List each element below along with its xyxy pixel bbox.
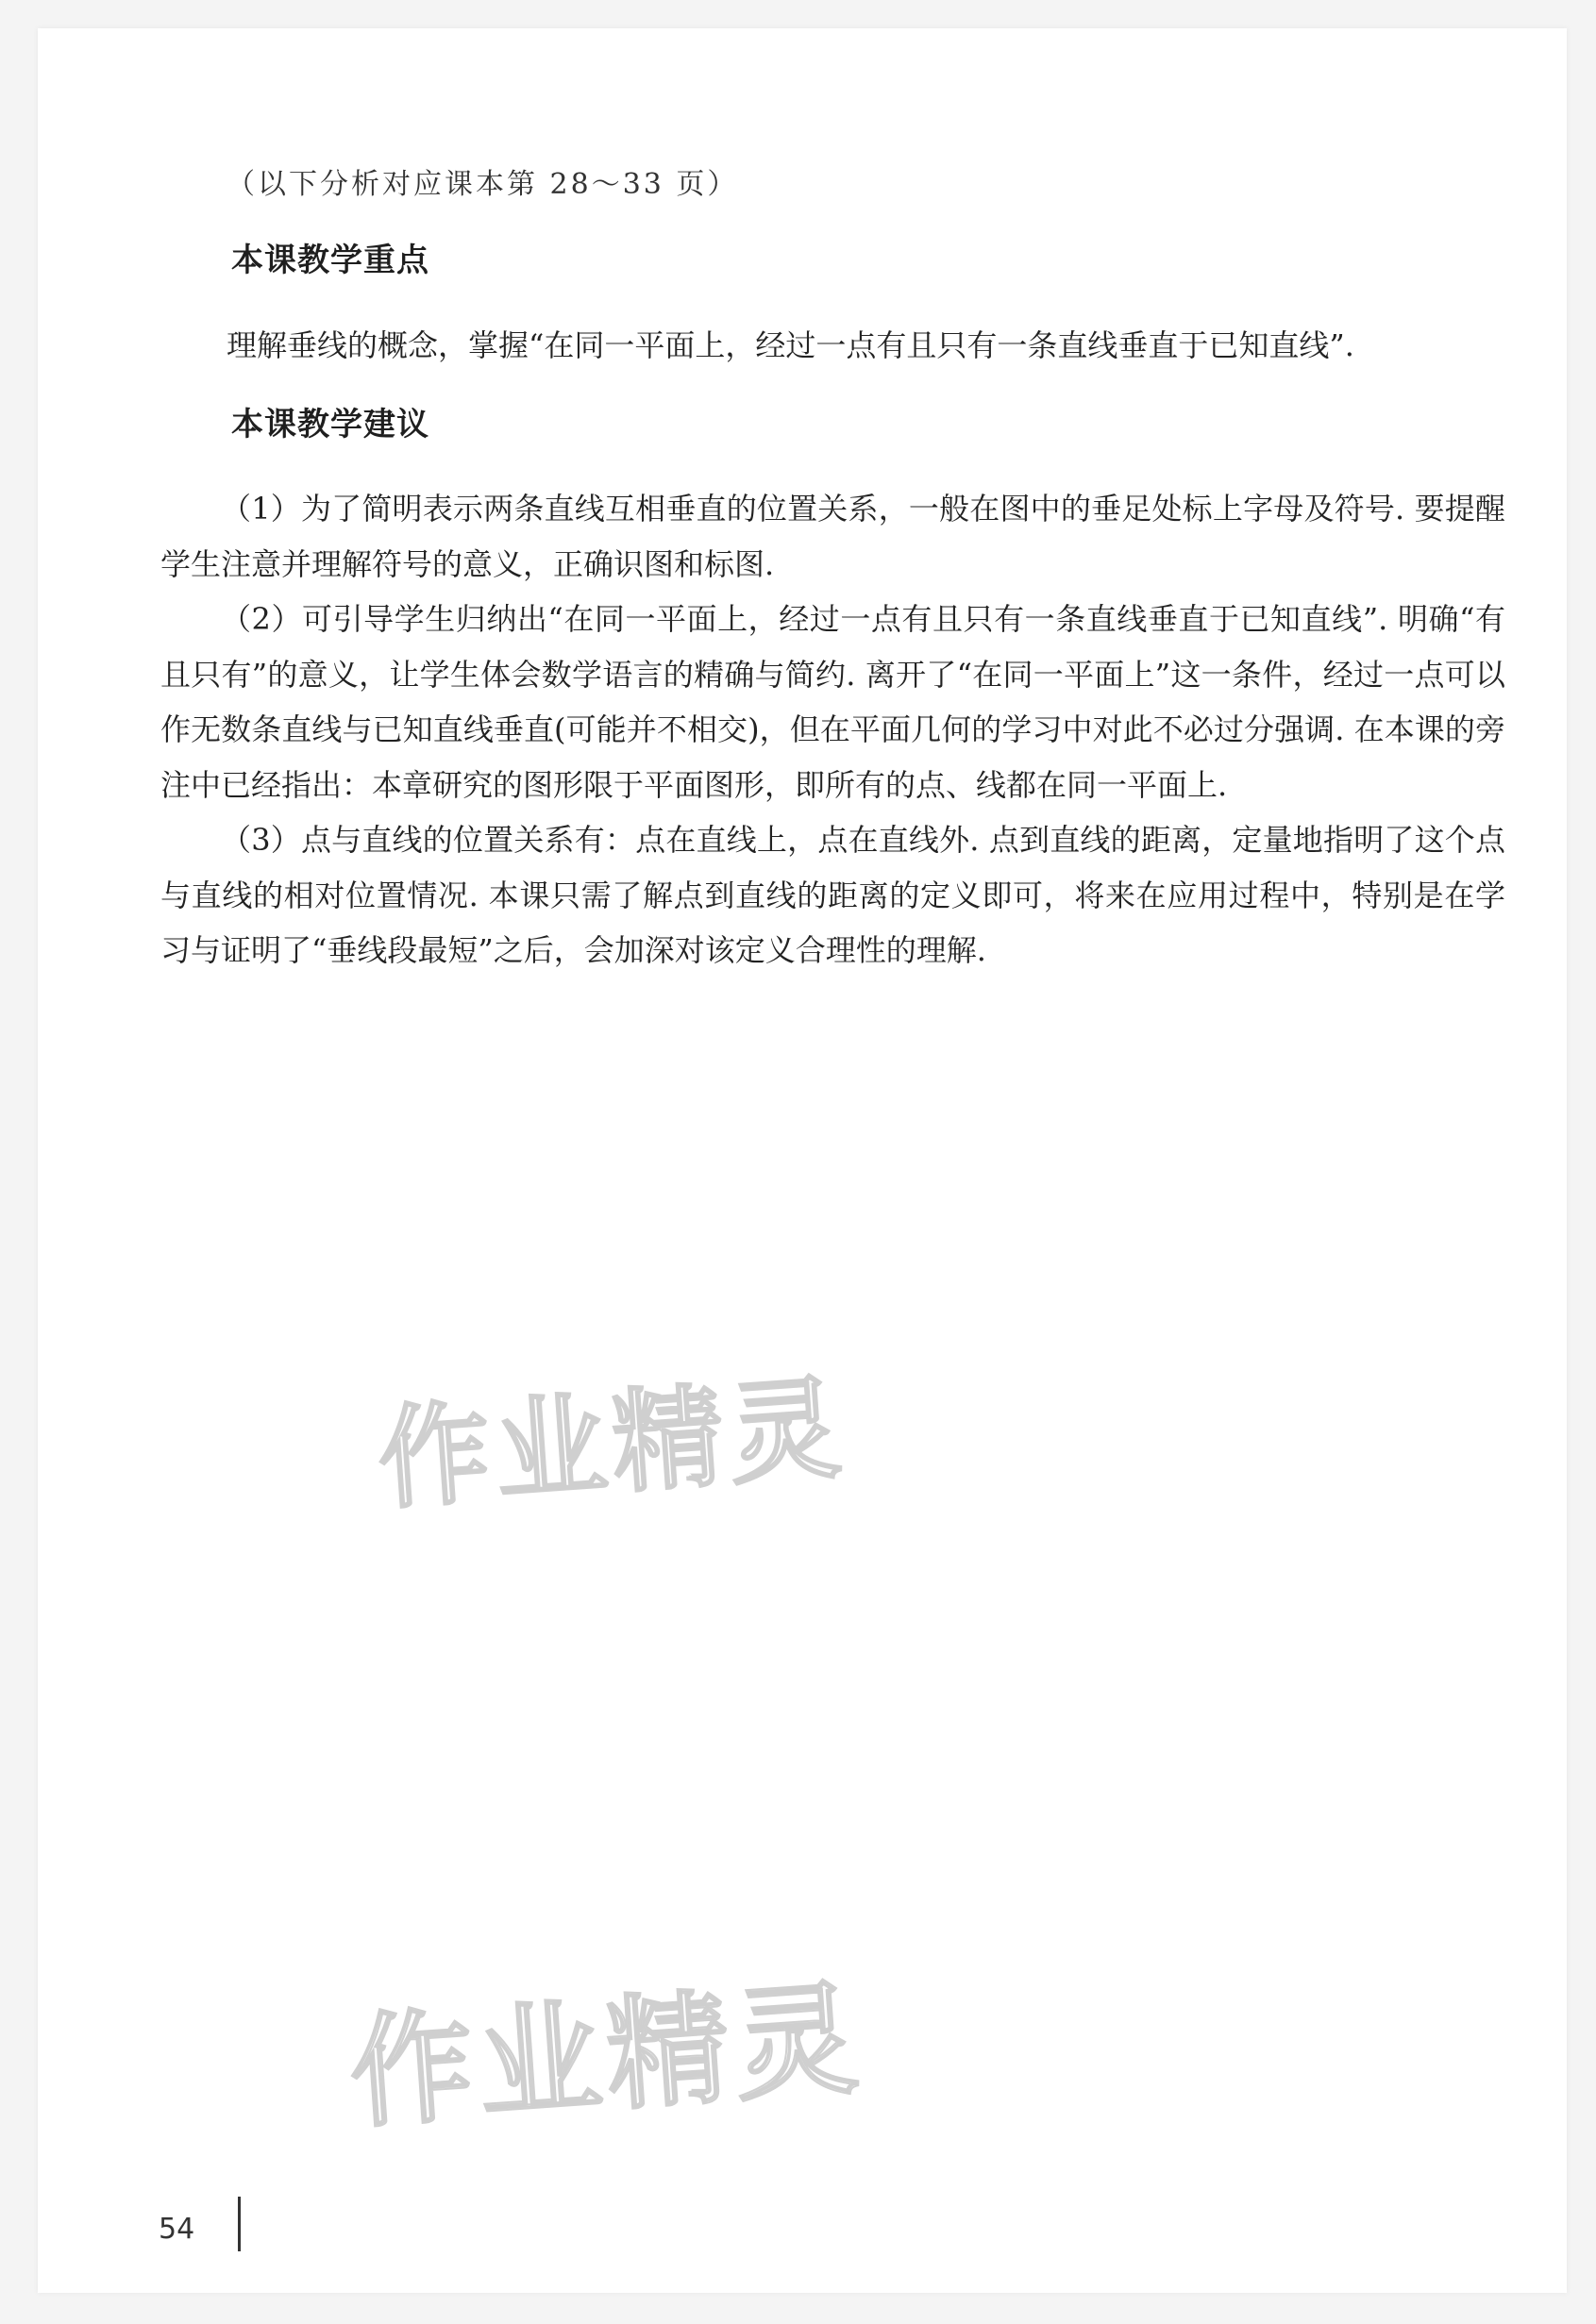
- focus-heading: 本课教学重点: [231, 242, 429, 279]
- suggestions-heading: 本课教学建议: [231, 406, 429, 443]
- suggestion-item-1: （1）为了简明表示两条直线互相垂直的位置关系，一般在图中的垂足处标上字母及符号. 要提醒学生注意并理解符号的意义，正确识图和标图.: [160, 491, 1505, 582]
- page-note: （以下分析对应课本第 28～33 页）: [227, 168, 739, 201]
- suggestions-list: [160, 481, 1505, 978]
- suggestion-item-3: （3）点与直线的位置关系有：点在直线上，点在直线外. 点到直线的距离，定量地指明了这个点与直线的相对位置情况. 本课只需了解点到直线的距离的定义即可，将来在应用过程中，特别是在学习与证明了“垂线段最短”之后，会加深对该定义合理性的理解.: [160, 822, 1505, 968]
- watermark-logo: 作业精灵: [374, 1362, 850, 1526]
- page-number-divider: [238, 2197, 241, 2251]
- page-number: 54: [159, 2213, 195, 2246]
- watermark-logo: 作业精灵: [345, 1966, 868, 2146]
- document-page: [38, 28, 1567, 2293]
- suggestion-item-2: （2）可引导学生归纳出“在同一平面上，经过一点有且只有一条直线垂直于已知直线”. 明确“有且只有”的意义，让学生体会数学语言的精确与简约. 离开了“在同一平面上”这一条件，经过一点可以作无数条直线与已知直线垂直(可能并不相交)，但在平面几何的学习中对此不必过分强调. 在本课的旁注中已经指出：本章研究的图形限于平面图形，即所有的点、线都在同一平面上.: [160, 601, 1505, 803]
- focus-text: 理解垂线的概念，掌握“在同一平面上，经过一点有且只有一条直线垂直于已知直线”.: [227, 327, 1354, 363]
